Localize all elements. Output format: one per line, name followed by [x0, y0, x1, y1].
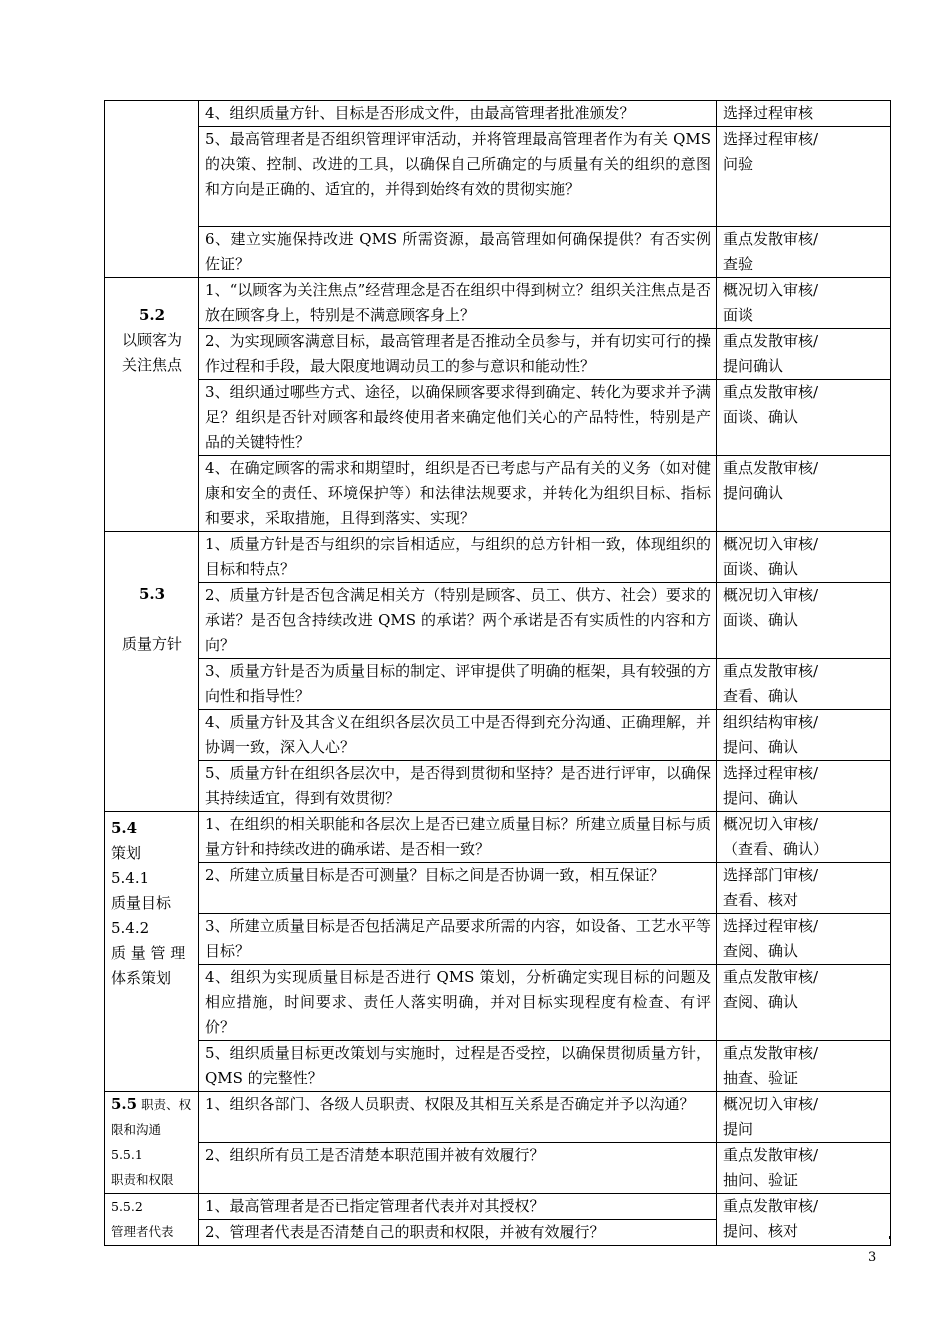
table-row [105, 456, 891, 532]
audit-checklist-table [104, 100, 891, 1246]
method-line: 查看、核对 [723, 891, 799, 909]
method-cell [717, 329, 891, 380]
section-line: 5.4.1 [111, 869, 150, 887]
method-cell [717, 659, 891, 710]
table-row [105, 659, 891, 710]
question-cell: 1、最高管理者是否已指定管理者代表并对其授权？ [199, 1194, 717, 1220]
section-number: 5.2 [138, 306, 166, 324]
method-line: 选择部门审核/ [723, 866, 819, 884]
section-line: 体系策划 [111, 969, 172, 987]
method-line: 选择过程审核/ [723, 764, 819, 782]
table-edge-mark [889, 1236, 890, 1239]
question-cell: 3、组织通过哪些方式、途径，以确保顾客要求得到确定、转化为要求并予满足？组织是否针对顾客和最终使用者来确定他们关心的产品特性，特别是产品的关键特性？ [199, 380, 717, 456]
method-line: 抽问、验证 [723, 1171, 799, 1189]
method-cell [717, 914, 891, 965]
method-line: 组织结构审核/ [723, 713, 819, 731]
method-line: 重点发散审核/ [723, 230, 819, 248]
method-line: 重点发散审核/ [723, 459, 819, 477]
table-row [105, 761, 891, 812]
table-row [105, 914, 891, 965]
section-5-3-cell [105, 532, 199, 812]
method-cell: 选择过程审核 [717, 101, 891, 127]
table-row [105, 583, 891, 659]
section-5-5-cell [105, 1092, 199, 1194]
method-cell [717, 127, 891, 227]
method-line: 选择过程审核/ [723, 917, 819, 935]
question-cell: 3、所建立质量目标是否包括满足产品要求所需的内容，如设备、工艺水平等目标？ [199, 914, 717, 965]
section-5-2-cell [105, 278, 199, 532]
method-line: 概况切入审核/ [723, 586, 819, 604]
method-line: （查看、确认） [723, 840, 829, 858]
table-row [105, 329, 891, 380]
question-cell: 4、组织质量方针、目标是否形成文件，由最高管理者批准颁发？ [199, 101, 717, 127]
method-line: 面谈、确认 [723, 611, 799, 629]
question-cell: 2、管理者代表是否清楚自己的职责和权限，并被有效履行？ [199, 1220, 717, 1246]
table-row [105, 812, 891, 863]
table-row [105, 965, 891, 1041]
table-row [105, 863, 891, 914]
question-cell: 1、“以顾客为关注焦点”经营理念是否在组织中得到树立？组织关注焦点是否放在顾客身上，特别是不满意顾客身上？ [199, 278, 717, 329]
table-row [105, 1092, 891, 1143]
table-row [105, 227, 891, 278]
method-line: 重点发散审核/ [723, 1044, 819, 1062]
section-line: 5.5.1 [111, 1147, 143, 1162]
method-line: 概况切入审核/ [723, 535, 819, 553]
table-row [105, 1194, 891, 1220]
method-line: 面谈 [723, 306, 754, 324]
question-cell: 5、组织质量目标更改策划与实施时，过程是否受控，以确保贯彻质量方针，QMS 的完整性？ [199, 1041, 717, 1092]
method-line: 查阅、确认 [723, 942, 799, 960]
method-line: 重点发散审核/ [723, 1197, 819, 1215]
method-cell [717, 1092, 891, 1143]
method-cell [717, 583, 891, 659]
question-cell: 2、所建立质量目标是否可测量？目标之间是否协调一致，相互保证？ [199, 863, 717, 914]
method-line: 提问、确认 [723, 789, 799, 807]
section-line: 5.5.2 [111, 1199, 143, 1214]
table-row [105, 127, 891, 227]
method-line: 面谈、确认 [723, 408, 799, 426]
section-line: 策划 [111, 844, 142, 862]
question-cell: 5、最高管理者是否组织管理评审活动，并将管理最高管理者作为有关 QMS 的决策、控制、改进的工具，以确保自己所确定的与质量有关的组织的意图和方向是正确的、适宜的，并得到始终有效的贯彻实施？ [199, 127, 717, 227]
method-cell [717, 812, 891, 863]
method-cell [717, 380, 891, 456]
question-cell: 2、质量方针是否包含满足相关方（特别是顾客、员工、供方、社会）要求的承诺？是否包含持续改进 QMS 的承诺？两个承诺是否有实质性的内容和方向？ [199, 583, 717, 659]
method-line: 提问确认 [723, 484, 784, 502]
method-cell [717, 278, 891, 329]
section-line: 职责和权限 [111, 1172, 174, 1187]
method-line: 面谈、确认 [723, 560, 799, 578]
table-row [105, 101, 891, 127]
section-number: 5.4 [111, 819, 138, 837]
method-cell [717, 761, 891, 812]
method-line: 概况切入审核/ [723, 815, 819, 833]
section-line: 质量目标 [111, 894, 172, 912]
section-line: 管理者代表 [111, 1224, 174, 1239]
method-cell [717, 1143, 891, 1194]
table-row [105, 710, 891, 761]
method-cell [717, 863, 891, 914]
table-row [105, 380, 891, 456]
table-row [105, 1143, 891, 1194]
page-number: 3 [868, 1250, 877, 1265]
method-line: 查看、确认 [723, 687, 799, 705]
method-cell [717, 710, 891, 761]
question-cell: 2、组织所有员工是否清楚本职范围并被有效履行？ [199, 1143, 717, 1194]
table-row [105, 532, 891, 583]
method-cell [717, 1194, 891, 1246]
method-cell [717, 1041, 891, 1092]
section-title: 以顾客为关注焦点 [122, 331, 183, 374]
table-row [105, 278, 891, 329]
method-cell [717, 227, 891, 278]
question-cell: 1、组织各部门、各级人员职责、权限及其相互关系是否确定并予以沟通？ [199, 1092, 717, 1143]
question-cell: 2、为实现顾客满意目标，最高管理者是否推动全员参与，并有切实可行的操作过程和手段，最大限度地调动员工的参与意识和能动性？ [199, 329, 717, 380]
method-line: 重点发散审核/ [723, 662, 819, 680]
table-row [105, 1041, 891, 1092]
section-line: 质 量 管 理 [111, 944, 186, 962]
method-line: 问验 [723, 155, 754, 173]
section-line-text: 职责、权 [141, 1097, 192, 1112]
method-cell [717, 965, 891, 1041]
method-line: 提问、确认 [723, 738, 799, 756]
section-5-4-cell [105, 812, 199, 1092]
section-cell [105, 101, 199, 278]
section-line: 限和沟通 [111, 1122, 162, 1137]
section-number: 5.3 [138, 585, 166, 603]
question-cell: 5、质量方针在组织各层次中，是否得到贯彻和坚持？是否进行评审，以确保其持续适宜，得到有效贯彻？ [199, 761, 717, 812]
method-line: 重点发散审核/ [723, 332, 819, 350]
method-line: 抽查、验证 [723, 1069, 799, 1087]
question-cell: 4、质量方针及其含义在组织各层次员工中是否得到充分沟通、正确理解，并协调一致，深入人心？ [199, 710, 717, 761]
method-line: 重点发散审核/ [723, 383, 819, 401]
method-line: 重点发散审核/ [723, 1146, 819, 1164]
question-cell: 3、质量方针是否为质量目标的制定、评审提供了明确的框架，具有较强的方向性和指导性？ [199, 659, 717, 710]
question-cell: 4、组织为实现质量目标是否进行 QMS 策划，分析确定实现目标的问题及相应措施，时间要求、责任人落实明确，并对目标实现程度有检查、有评价？ [199, 965, 717, 1041]
method-line: 查验 [723, 255, 754, 273]
method-line: 查阅、确认 [723, 993, 799, 1011]
section-line: 5.4.2 [111, 919, 150, 937]
question-cell: 1、质量方针是否与组织的宗旨相适应，与组织的总方针相一致，体现组织的目标和特点？ [199, 532, 717, 583]
question-cell: 6、建立实施保持改进 QMS 所需资源，最高管理如何确保提供？有否实例佐证？ [199, 227, 717, 278]
question-cell: 4、在确定顾客的需求和期望时，组织是否已考虑与产品有关的义务（如对健康和安全的责任、环境保护等）和法律法规要求，并转化为组织目标、指标和要求，采取措施，且得到落实、实现？ [199, 456, 717, 532]
method-line: 提问、核对 [723, 1222, 799, 1240]
method-line: 选择过程审核/ [723, 130, 819, 148]
method-line: 重点发散审核/ [723, 968, 819, 986]
method-cell [717, 532, 891, 583]
method-cell [717, 456, 891, 532]
section-5-5-2-cell [105, 1194, 199, 1246]
question-cell: 1、在组织的相关职能和各层次上是否已建立质量目标？所建立质量目标与质量方针和持续改进的确承诺、是否相一致？ [199, 812, 717, 863]
section-line [111, 1092, 193, 1117]
method-line: 提问确认 [723, 357, 784, 375]
method-line: 概况切入审核/ [723, 1095, 819, 1113]
method-line: 概况切入审核/ [723, 281, 819, 299]
method-line: 提问 [723, 1120, 754, 1138]
section-title: 质量方针 [121, 635, 182, 653]
section-number: 5.5 [111, 1095, 138, 1113]
